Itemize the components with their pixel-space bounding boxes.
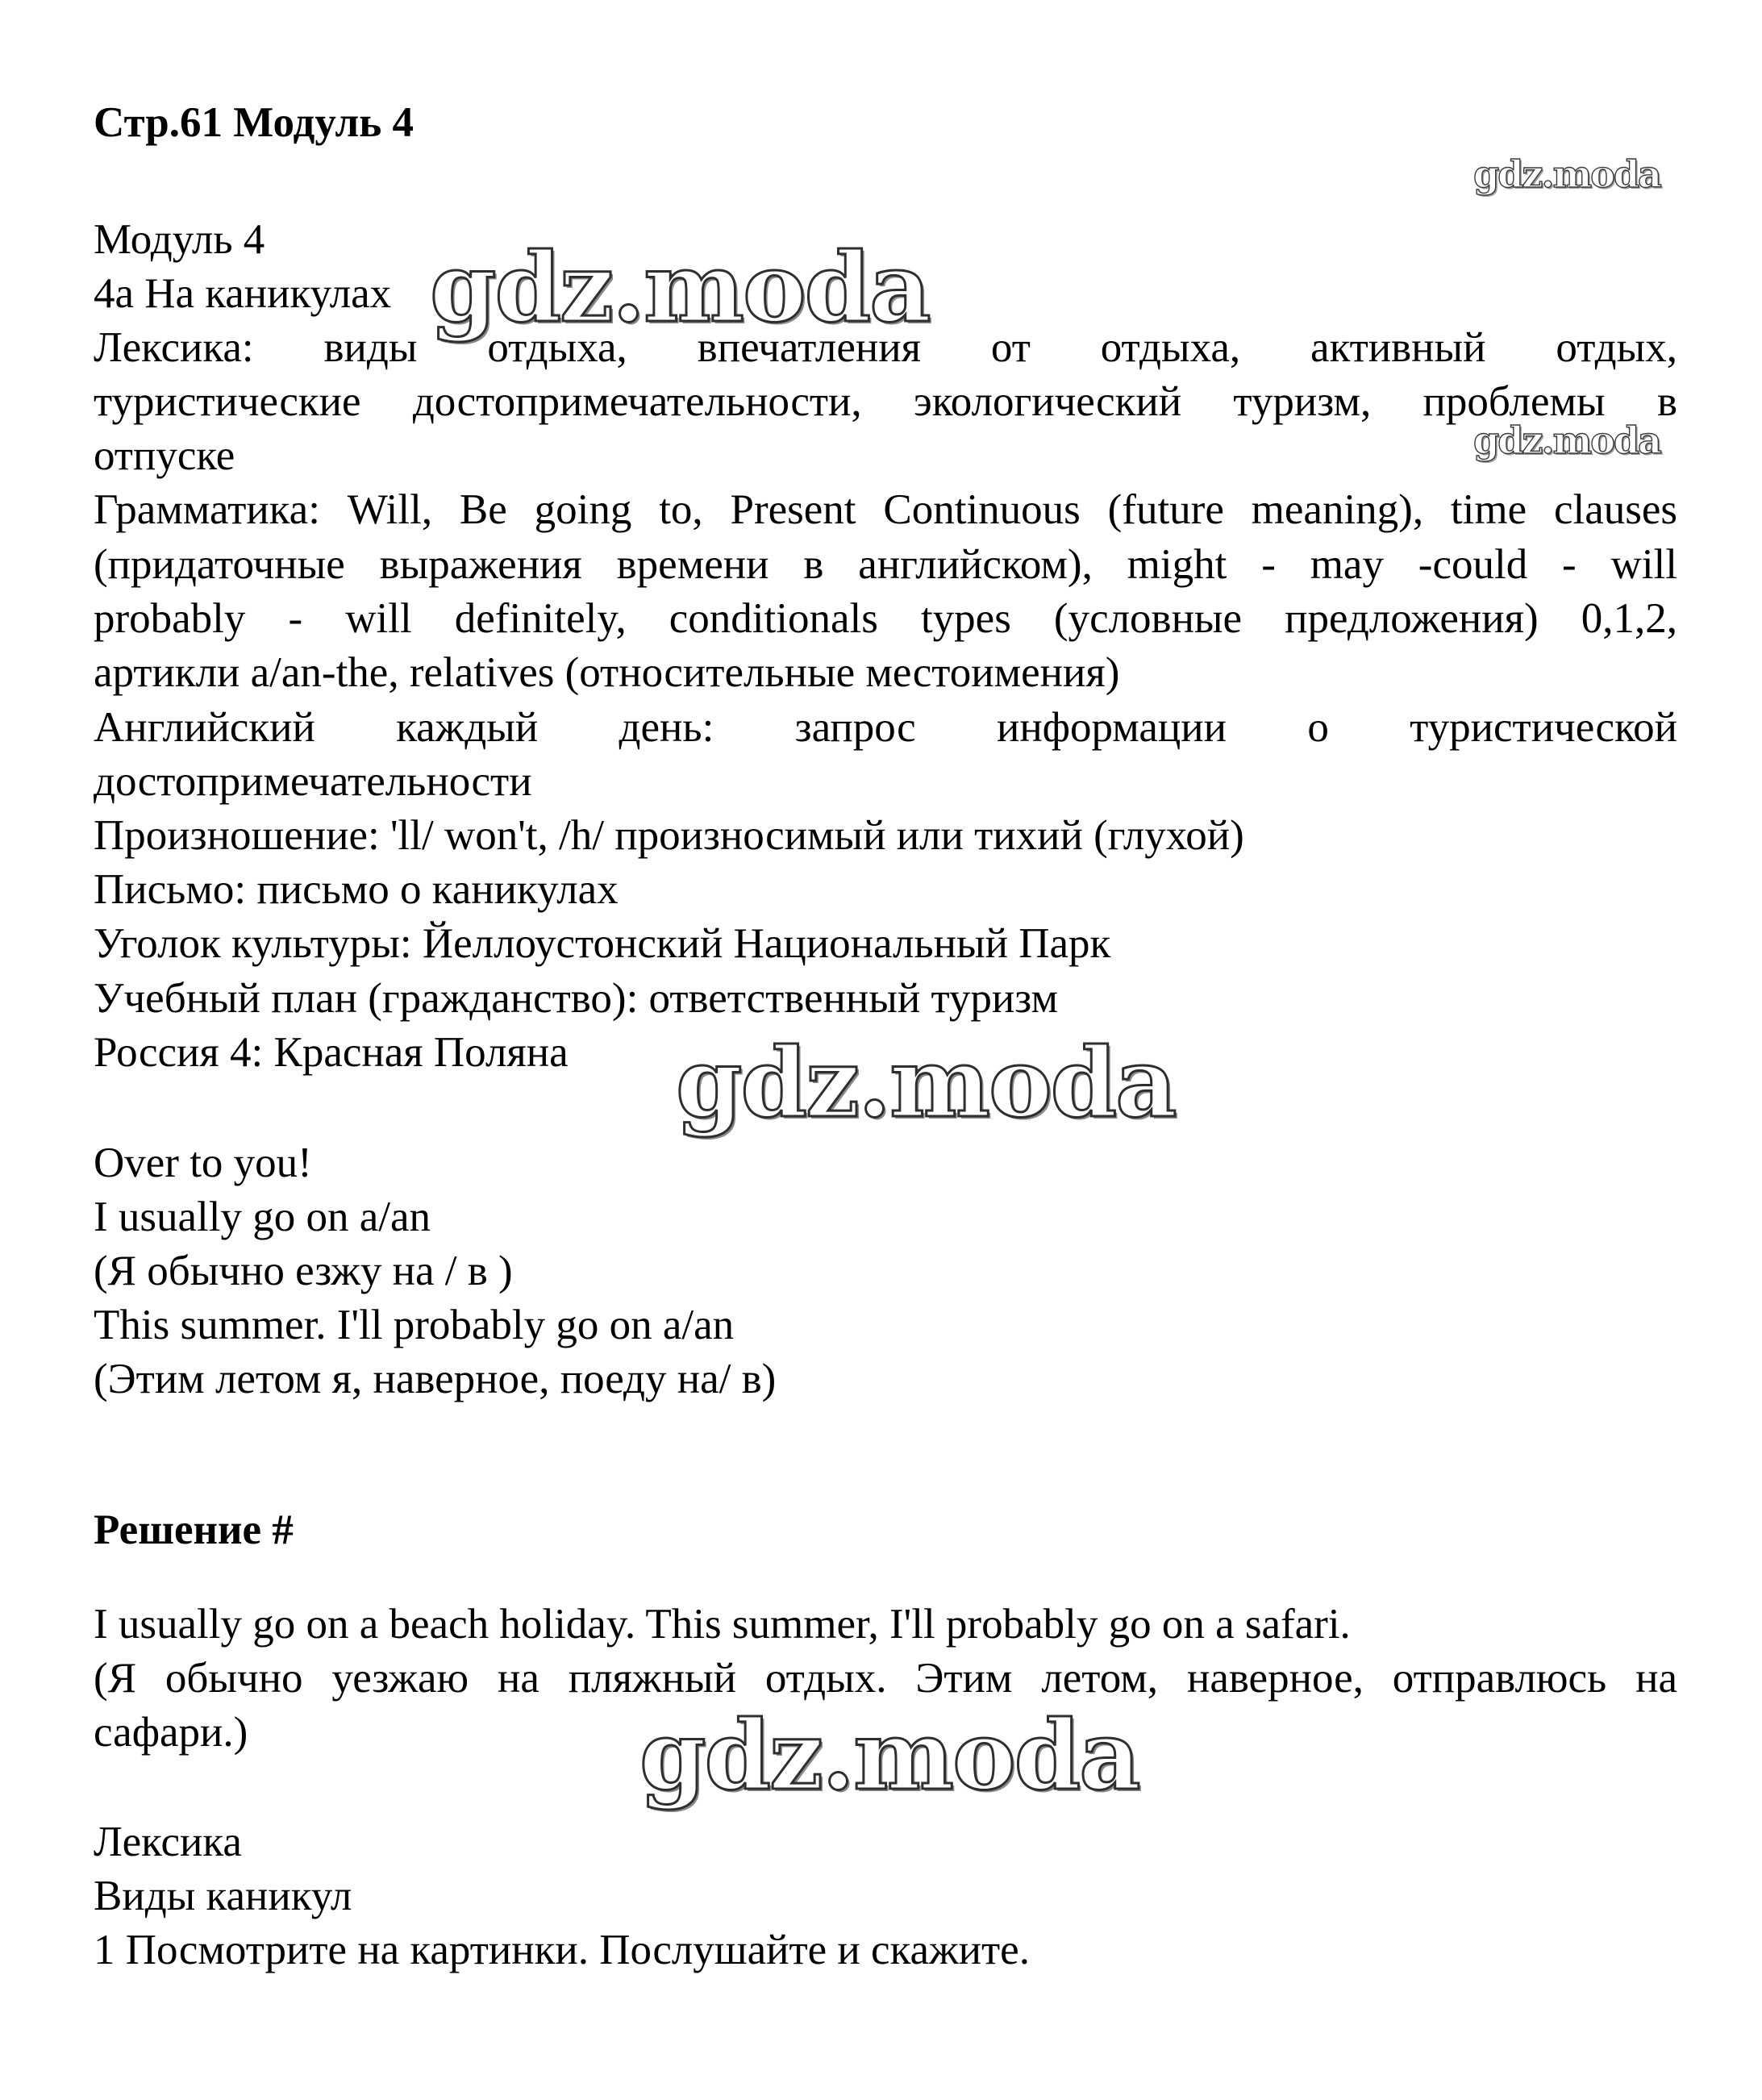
- grammar-line-4: артикли a/an-the, relatives (относительные местоимения): [94, 649, 1120, 696]
- everyday-english-line-2: достопримечательности: [94, 758, 532, 805]
- watermark-middle: gdz.moda: [676, 1027, 1176, 1139]
- page-title: Стр.61 Модуль 4: [94, 99, 414, 146]
- watermark-top-right: gdz.moda: [1473, 152, 1660, 196]
- grammar-line-2: (придаточные выражения времени в английском), might - may -could - will: [94, 541, 1677, 588]
- next-section-title: Лексика: [94, 1819, 242, 1865]
- task-line-1-translation: (Я обычно езжу на / в ): [94, 1248, 513, 1294]
- task-line-2: This summer. I'll probably go on a/an: [94, 1302, 735, 1348]
- everyday-english-line-1: Английский каждый день: запрос информации о туристической: [94, 704, 1677, 751]
- task-line-1: I usually go on a/an: [94, 1194, 431, 1240]
- russia-line: Россия 4: Красная Поляна: [94, 1029, 569, 1076]
- next-subsection-title: Виды каникул: [94, 1873, 352, 1919]
- next-exercise-line: 1 Посмотрите на картинки. Послушайте и скажите.: [94, 1927, 1030, 1973]
- grammar-line-3: probably - will definitely, conditionals types (условные предложения) 0,1,2,: [94, 595, 1677, 642]
- pronunciation-line: Произношение: 'll/ won't, /h/ произносимый или тихий (глухой): [94, 812, 1244, 859]
- solution-translation-line-1: (Я обычно уезжаю на пляжный отдых. Этим летом, наверное, отправлюсь на: [94, 1655, 1677, 1702]
- solution-answer: I usually go on a beach holiday. This summer, I'll probably go on a safari.: [94, 1601, 1351, 1648]
- task-line-2-translation: (Этим летом я, наверное, поеду на/ в): [94, 1356, 777, 1402]
- document-page: [94, 0, 1677, 2100]
- solution-heading: Решение #: [94, 1506, 294, 1553]
- culture-corner-line: Уголок культуры: Йеллоустонский Национальный Парк: [94, 920, 1111, 967]
- lexis-line-1: Лексика: виды отдыха, впечатления от отдыха, активный отдых,: [94, 324, 1677, 371]
- unit-title: 4a На каникулах: [94, 270, 392, 317]
- writing-line: Письмо: письмо о каникулах: [94, 866, 619, 913]
- lexis-line-3: отпуске: [94, 432, 235, 479]
- watermark-header: gdz.moda: [430, 231, 930, 344]
- lexis-line-2: туристические достопримечательности, экологический туризм, проблемы в: [94, 378, 1677, 425]
- task-heading: Over to you!: [94, 1140, 312, 1186]
- watermark-mid-right: gdz.moda: [1473, 419, 1660, 462]
- solution-translation-line-2: сафари.): [94, 1709, 248, 1756]
- module-label: Модуль 4: [94, 216, 265, 263]
- watermark-lower: gdz.moda: [639, 1699, 1139, 1811]
- grammar-line-1: Грамматика: Will, Be going to, Present Continuous (future meaning), time clauses: [94, 486, 1677, 533]
- curriculum-line: Учебный план (гражданство): ответственный туризм: [94, 975, 1058, 1022]
